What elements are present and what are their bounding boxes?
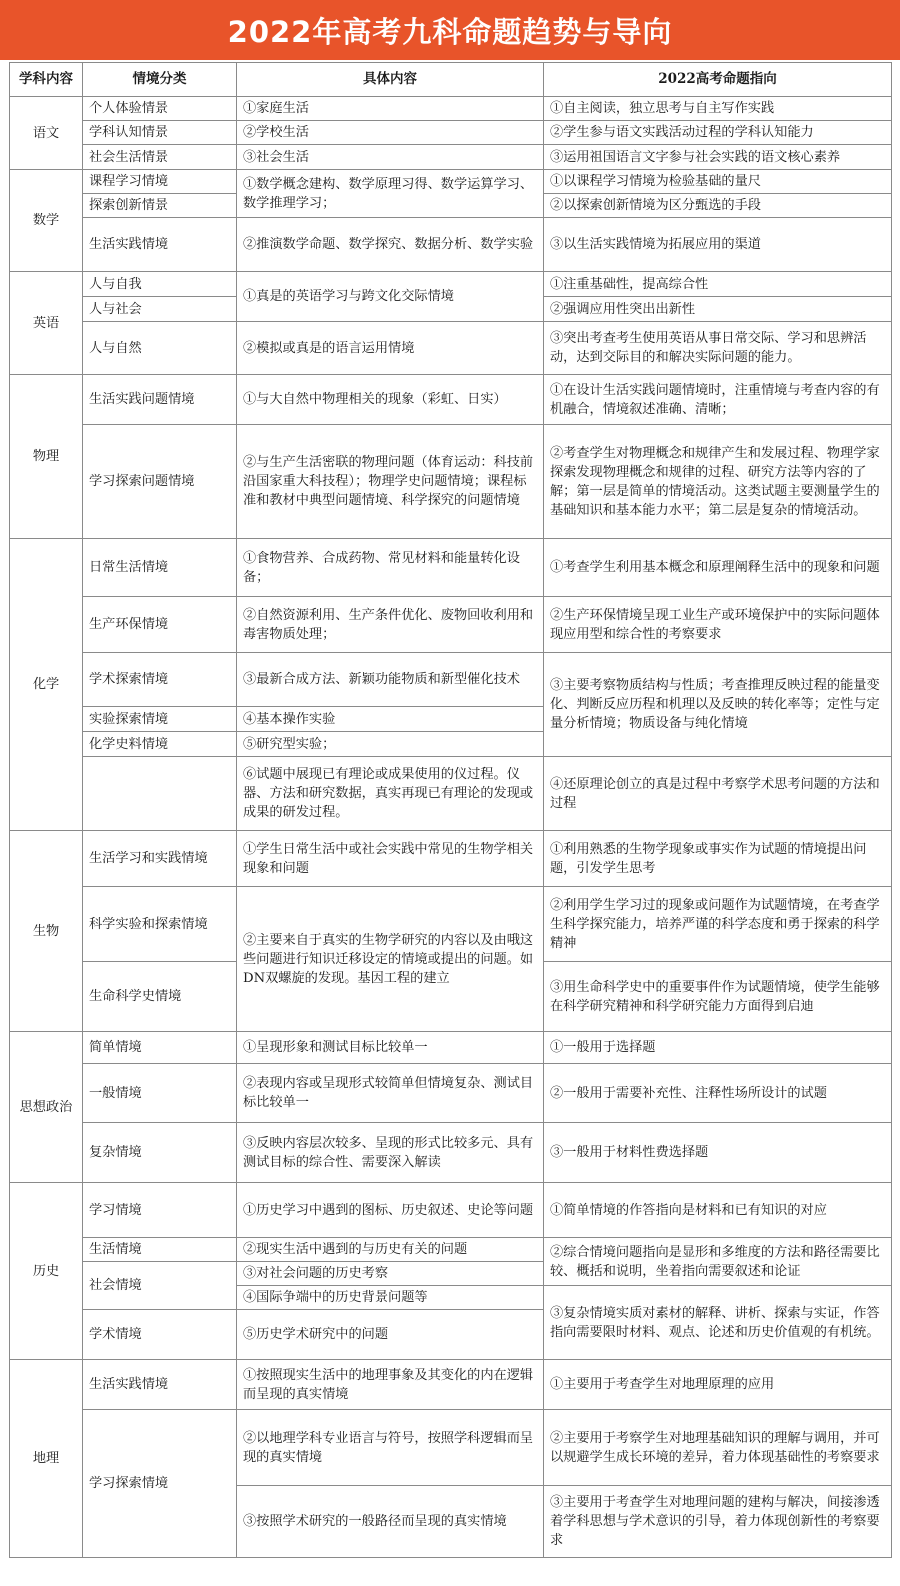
direction-cell: ③运用祖国语言文字参与社会实践的语文核心素养 [544, 145, 892, 170]
situation-cell: 简单情境 [83, 1032, 237, 1064]
direction-cell: ②综合情境问题指向是显形和多维度的方法和路径需要比较、概括和说明，坐着指向需要叙述和论证 [544, 1238, 892, 1286]
subject-cell: 物理 [10, 375, 83, 539]
content-cell: ①按照现实生活中的地理事象及其变化的内在逻辑而呈现的真实情境 [237, 1360, 544, 1410]
content-cell: ①家庭生活 [237, 97, 544, 121]
header-subject: 学科内容 [10, 63, 83, 97]
table-row [10, 1032, 892, 1064]
table-row [10, 1123, 892, 1183]
subject-cell: 思想政治 [10, 1032, 83, 1183]
table-row [10, 887, 892, 962]
table-row [10, 145, 892, 170]
subject-cell: 地理 [10, 1360, 83, 1558]
situation-cell: 探索创新情景 [83, 194, 237, 218]
table-row [10, 121, 892, 145]
content-cell: ①真是的英语学习与跨文化交际情境 [237, 272, 544, 322]
direction-cell: ①简单情境的作答指向是材料和已有知识的对应 [544, 1183, 892, 1238]
situation-cell: 学术探索情境 [83, 653, 237, 707]
situation-cell: 实验探索情境 [83, 707, 237, 732]
situation-cell: 化学史料情境 [83, 732, 237, 757]
situation-cell: 生活实践情境 [83, 1360, 237, 1410]
content-cell: ②与生产生活密联的物理问题（体育运动：科技前沿国家重大科技程）；物理学史问题情境；课程标准和教材中典型问题情境、科学探究的问题情境 [237, 425, 544, 539]
situation-cell: 学科认知情景 [83, 121, 237, 145]
situation-cell: 课程学习情境 [83, 170, 237, 194]
content-cell: ①与大自然中物理相关的现象（彩虹、日实） [237, 375, 544, 425]
situation-cell: 社会情境 [83, 1262, 237, 1310]
situation-cell: 生活情境 [83, 1238, 237, 1262]
table-row [10, 1238, 892, 1262]
situation-cell [83, 757, 237, 831]
table-row [10, 653, 892, 707]
table-header-row [10, 63, 892, 97]
direction-cell: ②强调应用性突出出新性 [544, 297, 892, 322]
content-cell: ③按照学术研究的一般路径而呈现的真实情境 [237, 1486, 544, 1558]
situation-cell: 学术情境 [83, 1310, 237, 1360]
situation-cell: 个人体验情景 [83, 97, 237, 121]
content-cell: ⑤研究型实验； [237, 732, 544, 757]
table-row [10, 97, 892, 121]
table-row [10, 218, 892, 272]
situation-cell: 一般情境 [83, 1064, 237, 1123]
table-row [10, 597, 892, 653]
direction-cell: ③主要用于考查学生对地理问题的建构与解决，间接渗透着学科思想与学术意识的引导，着力体现创新性的考察要求 [544, 1486, 892, 1558]
table-row [10, 272, 892, 297]
situation-cell: 科学实验和探索情境 [83, 887, 237, 962]
content-cell: ①学生日常生活中或社会实践中常见的生物学相关现象和问题 [237, 831, 544, 887]
subject-cell: 化学 [10, 539, 83, 831]
header-direction: 2022高考命题指向 [544, 63, 892, 97]
table-row [10, 539, 892, 597]
situation-cell: 人与自然 [83, 322, 237, 375]
situation-cell: 人与自我 [83, 272, 237, 297]
content-cell: ④国际争端中的历史背景问题等 [237, 1286, 544, 1310]
content-cell: ②学校生活 [237, 121, 544, 145]
table-row [10, 322, 892, 375]
subject-cell: 历史 [10, 1183, 83, 1360]
situation-cell: 学习情境 [83, 1183, 237, 1238]
content-cell: ①数学概念建构、数学原理习得、数学运算学习、数学推理学习； [237, 170, 544, 218]
direction-cell: ③主要考察物质结构与性质；考查推理反映过程的能量变化、判断反应历程和机理以及反映的转化率等；定性与定量分析情境；物质设备与纯化情境 [544, 653, 892, 757]
content-cell: ②模拟或真是的语言运用情境 [237, 322, 544, 375]
table-row [10, 375, 892, 425]
direction-cell: ①注重基础性，提高综合性 [544, 272, 892, 297]
table-row [10, 1360, 892, 1410]
direction-cell: ①一般用于选择题 [544, 1032, 892, 1064]
direction-cell: ①利用熟悉的生物学现象或事实作为试题的情境提出问题，引发学生思考 [544, 831, 892, 887]
direction-cell: ②利用学生学习过的现象或问题作为试题情境，在考查学生科学探究能力，培养严谨的科学态度和勇于探索的科学精神 [544, 887, 892, 962]
direction-cell: ②考查学生对物理概念和规律产生和发展过程、物理学家探索发现物理概念和规律的过程、研究方法等内容的了解；第一层是简单的情境活动。这类试题主要测量学生的基础知识和基本能力水平；第二层是复杂的情境活动。 [544, 425, 892, 539]
subject-cell: 数学 [10, 170, 83, 272]
direction-cell: ①自主阅读，独立思考与自主写作实践 [544, 97, 892, 121]
table-row [10, 1410, 892, 1486]
table-row [10, 757, 892, 831]
direction-cell: ②学生参与语文实践活动过程的学科认知能力 [544, 121, 892, 145]
direction-cell: ①在设计生活实践问题情境时，注重情境与考查内容的有机融合，情境叙述准确、清晰； [544, 375, 892, 425]
direction-cell: ③突出考查考生使用英语从事日常交际、学习和思辨活动，达到交际目的和解决实际问题的能力。 [544, 322, 892, 375]
header-situation: 情境分类 [83, 63, 237, 97]
direction-cell: ③一般用于材料性费选择题 [544, 1123, 892, 1183]
content-cell: ②以地理学科专业语言与符号，按照学科逻辑而呈现的真实情境 [237, 1410, 544, 1486]
table-row [10, 831, 892, 887]
direction-cell: ②主要用于考察学生对地理基础知识的理解与调用，并可以规避学生成长环境的差异，着力体现基础性的考察要求 [544, 1410, 892, 1486]
situation-cell: 人与社会 [83, 297, 237, 322]
direction-cell: ①以课程学习情境为检验基础的量尺 [544, 170, 892, 194]
situation-cell: 学习探索情境 [83, 1410, 237, 1558]
content-cell: ②表现内容或呈现形式较简单但情境复杂、测试目标比较单一 [237, 1064, 544, 1123]
content-cell: ⑤历史学术研究中的问题 [237, 1310, 544, 1360]
content-cell: ③反映内容层次较多、呈现的形式比较多元、具有测试目标的综合性、需要深入解读 [237, 1123, 544, 1183]
situation-cell: 学习探索问题情境 [83, 425, 237, 539]
direction-cell: ③用生命科学史中的重要事件作为试题情境，使学生能够在科学研究精神和科学研究能力方面得到启迪 [544, 962, 892, 1032]
direction-cell: ②一般用于需要补充性、注释性场所设计的试题 [544, 1064, 892, 1123]
content-cell: ④基本操作实验 [237, 707, 544, 732]
direction-cell: ①考查学生利用基本概念和原理阐释生活中的现象和问题 [544, 539, 892, 597]
table-row [10, 1183, 892, 1238]
curriculum-table [9, 62, 892, 1558]
direction-cell: ①主要用于考查学生对地理原理的应用 [544, 1360, 892, 1410]
situation-cell: 生活学习和实践情境 [83, 831, 237, 887]
page-title: 2022年高考九科命题趋势与导向 [0, 0, 900, 60]
situation-cell: 日常生活情境 [83, 539, 237, 597]
content-cell: ①历史学习中遇到的图标、历史叙述、史论等问题 [237, 1183, 544, 1238]
content-cell: ③最新合成方法、新颖功能物质和新型催化技术 [237, 653, 544, 707]
situation-cell: 生命科学史情境 [83, 962, 237, 1032]
content-cell: ①食物营养、合成药物、常见材料和能量转化设备； [237, 539, 544, 597]
table-row [10, 170, 892, 194]
content-cell: ②推演数学命题、数学探究、数据分析、数学实验 [237, 218, 544, 272]
table-row [10, 425, 892, 539]
content-cell: ③社会生活 [237, 145, 544, 170]
direction-cell: ②生产环保情境呈现工业生产或环境保护中的实际问题体现应用型和综合性的考察要求 [544, 597, 892, 653]
content-cell: ②现实生活中遇到的与历史有关的问题 [237, 1238, 544, 1262]
content-cell: ⑥试题中展现已有理论或成果使用的仪过程。仪器、方法和研究数据，真实再现已有理论的发现或成果的研发过程。 [237, 757, 544, 831]
situation-cell: 生活实践情境 [83, 218, 237, 272]
subject-cell: 英语 [10, 272, 83, 375]
direction-cell: ③复杂情境实质对素材的解释、讲析、探索与实证，作答指向需要限时材料、观点、论述和历史价值观的有机统。 [544, 1286, 892, 1360]
direction-cell: ③以生活实践情境为拓展应用的渠道 [544, 218, 892, 272]
content-cell: ②主要来自于真实的生物学研究的内容以及由哦这些问题进行知识迁移设定的情境或提出的问题。如DN双螺旋的发现。基因工程的建立 [237, 887, 544, 1032]
content-cell: ①呈现形象和测试目标比较单一 [237, 1032, 544, 1064]
content-cell: ③对社会问题的历史考察 [237, 1262, 544, 1286]
header-content: 具体内容 [237, 63, 544, 97]
situation-cell: 社会生活情景 [83, 145, 237, 170]
direction-cell: ④还原理论创立的真是过程中考察学术思考问题的方法和过程 [544, 757, 892, 831]
table-row [10, 1064, 892, 1123]
direction-cell: ②以探索创新情境为区分甄选的手段 [544, 194, 892, 218]
subject-cell: 语文 [10, 97, 83, 170]
situation-cell: 生活实践问题情境 [83, 375, 237, 425]
situation-cell: 复杂情境 [83, 1123, 237, 1183]
situation-cell: 生产环保情境 [83, 597, 237, 653]
content-cell: ②自然资源利用、生产条件优化、废物回收利用和毒害物质处理； [237, 597, 544, 653]
subject-cell: 生物 [10, 831, 83, 1032]
